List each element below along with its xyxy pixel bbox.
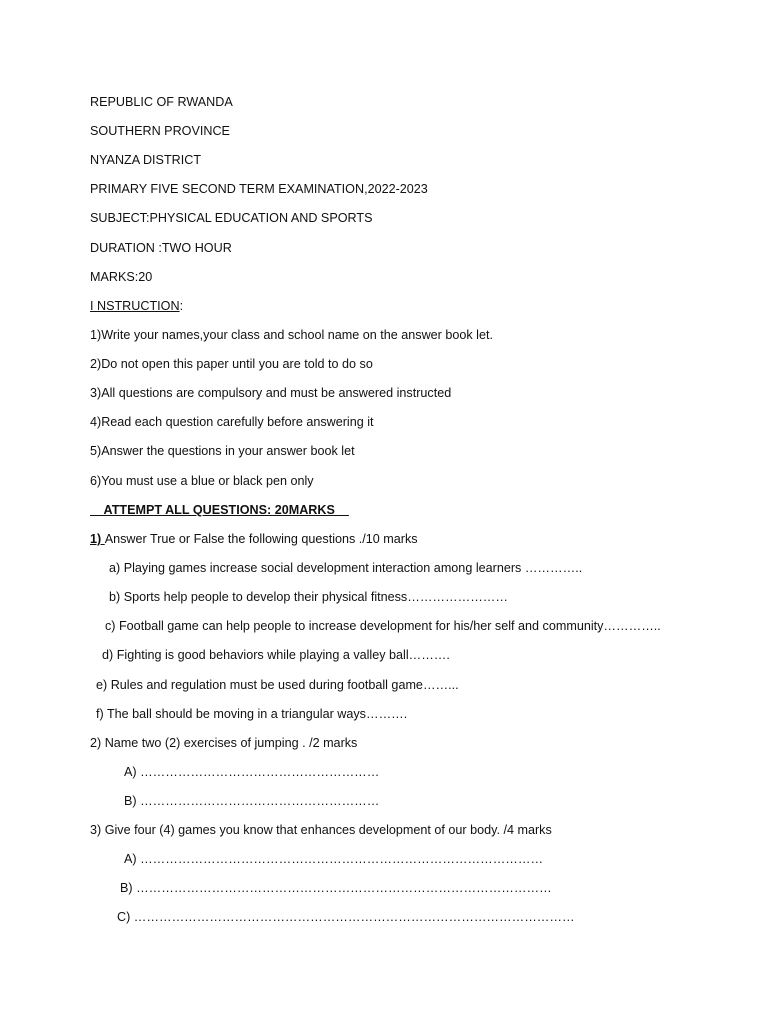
question-1-item-d: d) Fighting is good behaviors while playing a valley ball………. [102,648,450,662]
header-duration: DURATION :TWO HOUR [90,241,232,255]
question-2-answer-line: B) ………………………………………………… [124,794,380,808]
question-3-answer-line: C) …………………………………………………………………………………………… [117,910,575,924]
instruction-heading-colon: : [179,299,184,313]
header-subject: SUBJECT:PHYSICAL EDUCATION AND SPORTS [90,211,373,225]
instruction-heading-line [90,298,183,314]
question-1-item-b: b) Sports help people to develop their physical fitness…………………… [109,590,508,604]
question-1-item-e: e) Rules and regulation must be used during football game……... [96,678,459,692]
instruction-item: 3)All questions are compulsory and must be answered instructed [90,386,452,400]
header-exam: PRIMARY FIVE SECOND TERM EXAMINATION,2022-2023 [90,182,428,196]
question-1 [90,531,418,547]
instruction-item: 1)Write your names,your class and school name on the answer book let. [90,328,493,342]
instruction-item: 5)Answer the questions in your answer book let [90,444,355,458]
instruction-item: 6)You must use a blue or black pen only [90,474,314,488]
question-1-item-a: a) Playing games increase social development interaction among learners ………….. [109,561,583,575]
section-heading: ATTEMPT ALL QUESTIONS: 20MARKS [90,503,349,517]
question-1-prompt: Answer True or False the following questions ./10 marks [104,532,418,546]
instruction-heading: I NSTRUCTION [90,299,180,313]
question-1-number: 1) [90,532,105,546]
header-marks: MARKS:20 [90,270,153,284]
header-district: NYANZA DISTRICT [90,153,202,167]
question-2-answer-line: A) ………………………………………………… [124,765,380,779]
instruction-item: 4)Read each question carefully before answering it [90,415,374,429]
header-country: REPUBLIC OF RWANDA [90,95,233,109]
question-3-answer-line: B) ……………………………………………………………………………………… [120,881,552,895]
question-1-item-f: f) The ball should be moving in a triangular ways………. [96,707,408,721]
header-province: SOUTHERN PROVINCE [90,124,230,138]
question-2: 2) Name two (2) exercises of jumping . /2 marks [90,736,358,750]
instruction-item: 2)Do not open this paper until you are told to do so [90,357,373,371]
question-3-answer-line: A) …………………………………………………………………………………… [124,852,544,866]
question-3: 3) Give four (4) games you know that enhances development of our body. /4 marks [90,823,552,837]
question-1-item-c: c) Football game can help people to increase development for his/her self and community………….. [105,619,661,633]
